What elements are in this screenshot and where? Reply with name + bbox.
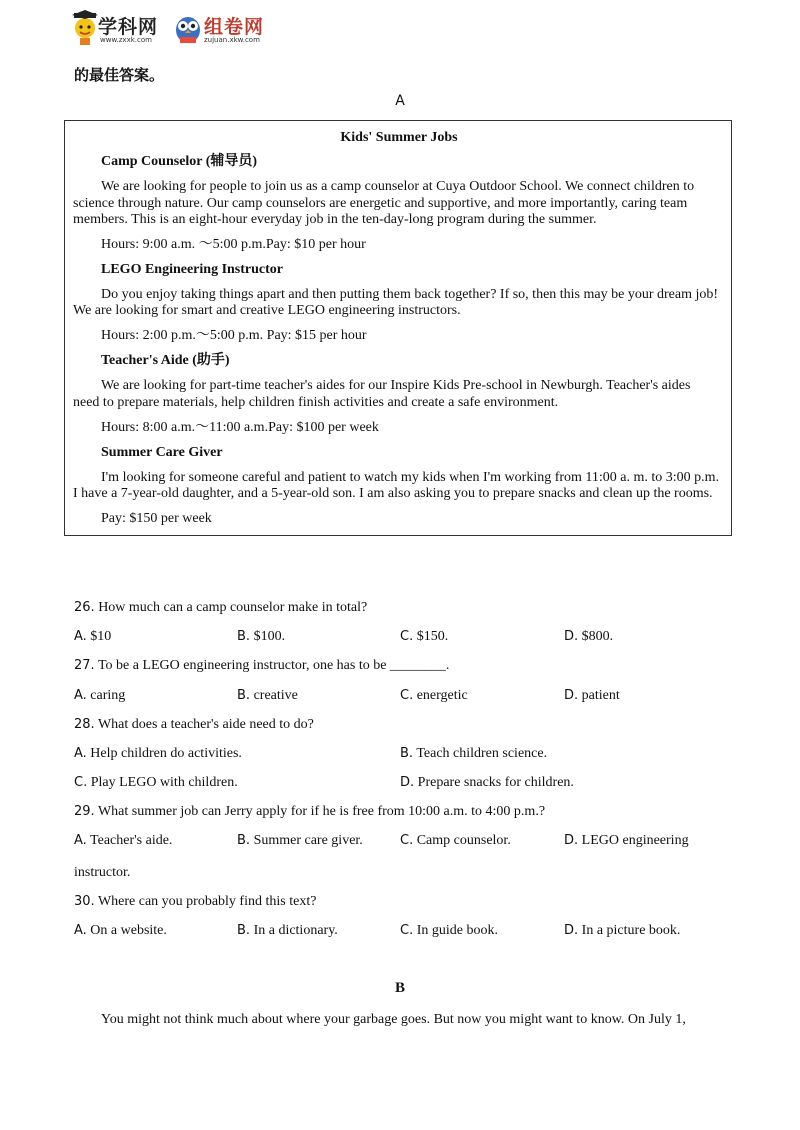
- option-text: Help children do activities.: [90, 746, 242, 761]
- option-label: C.: [400, 833, 414, 848]
- option-26d[interactable]: [564, 628, 613, 645]
- option-text: creative: [253, 688, 298, 703]
- option-text: patient: [581, 688, 620, 703]
- option-label: D.: [400, 775, 415, 790]
- option-label: C.: [400, 629, 414, 644]
- intro-text: 的最佳答案。: [74, 66, 165, 84]
- option-label: A.: [74, 688, 87, 703]
- job-line: We are looking for part-time teacher's aides for our Inspire Kids Pre-school in Newburgh. Teacher's aides: [101, 378, 691, 393]
- passage-box: [64, 120, 732, 536]
- zujuanwang-logo: [172, 10, 272, 46]
- option-text: On a website.: [90, 923, 167, 938]
- option-text: Summer care giver.: [253, 833, 363, 848]
- job-line: I'm looking for someone careful and patient to watch my kids when I'm working from 11:00 a. m. to 3:00 p.m.: [101, 470, 720, 485]
- option-27d[interactable]: [564, 687, 620, 704]
- option-text: energetic: [416, 688, 468, 703]
- section-a-label: A: [395, 93, 405, 109]
- option-29c[interactable]: [400, 832, 511, 849]
- logo1-title: 学科网: [98, 16, 159, 38]
- option-text: $800.: [581, 629, 614, 644]
- option-label: B.: [237, 833, 251, 848]
- option-30a[interactable]: [74, 922, 167, 939]
- option-text: LEGO engineering: [581, 833, 689, 848]
- job-pay: Pay: $150 per week: [101, 511, 212, 526]
- job-line: We are looking for smart and creative LEGO engineering instructors.: [73, 303, 461, 318]
- logo2-title: 组卷网: [204, 16, 265, 38]
- job-line: Do you enjoy taking things apart and then putting them back together? If so, then this may be your dream job!: [101, 287, 719, 302]
- question-text: What does a teacher's aide need to do?: [97, 717, 314, 732]
- question-text: What summer job can Jerry apply for if he is free from 10:00 a.m. to 4:00 p.m.?: [97, 804, 546, 819]
- job-pay: Hours: 8:00 a.m.～11:00 a.m.Pay: $100 per week: [101, 420, 379, 435]
- option-label: A.: [74, 833, 87, 848]
- question-text: Where can you probably find this text?: [97, 894, 317, 909]
- question-28: [74, 716, 314, 733]
- option-27b[interactable]: [237, 687, 298, 704]
- option-label: D.: [564, 833, 579, 848]
- section-b-paragraph: You might not think much about where your garbage goes. But now you might want to know. On July 1,: [101, 1012, 686, 1027]
- option-label: B.: [237, 629, 251, 644]
- xuekewang-logo: [70, 10, 165, 46]
- job-pay: Hours: 9:00 a.m. ～5:00 p.m.Pay: $10 per hour: [101, 237, 366, 252]
- section-b-label: B: [394, 980, 405, 996]
- option-29a[interactable]: [74, 832, 172, 849]
- question-number: 29.: [74, 804, 95, 819]
- job-line: We are looking for people to join us as a camp counselor at Cuya Outdoor School. We connect children to: [101, 179, 695, 194]
- question-number: 26.: [74, 600, 95, 615]
- option-text: In a picture book.: [581, 923, 681, 938]
- option-28a[interactable]: [74, 745, 242, 762]
- option-29b[interactable]: [237, 832, 363, 849]
- option-label: B.: [237, 688, 251, 703]
- option-text: $10: [90, 629, 112, 644]
- passage-title: Kids' Summer Jobs: [340, 130, 458, 145]
- option-text: caring: [90, 688, 126, 703]
- option-30c[interactable]: [400, 922, 498, 939]
- option-30d[interactable]: [564, 922, 680, 939]
- question-text: To be a LEGO engineering instructor, one has to be ________.: [97, 658, 450, 673]
- owl-mascot-icon: [172, 10, 204, 46]
- option-26b[interactable]: [237, 628, 285, 645]
- option-26c[interactable]: [400, 628, 448, 645]
- option-label: B.: [400, 746, 414, 761]
- job-pay: Hours: 2:00 p.m.～5:00 p.m. Pay: $15 per hour: [101, 328, 367, 343]
- job-heading: Summer Care Giver: [101, 445, 223, 460]
- option-30b[interactable]: [237, 922, 338, 939]
- logo2-url: zujuan.xkw.com: [204, 36, 260, 44]
- question-30: [74, 893, 316, 910]
- option-29d[interactable]: [564, 832, 689, 849]
- option-text: Prepare snacks for children.: [417, 775, 574, 790]
- mascot-icon: [70, 10, 100, 46]
- job-heading: Camp Counselor (辅导员): [101, 154, 258, 169]
- question-27: [74, 657, 449, 674]
- option-29d-continuation: instructor.: [74, 865, 131, 880]
- option-label: D.: [564, 923, 579, 938]
- option-28c[interactable]: [74, 774, 238, 791]
- option-label: C.: [400, 923, 414, 938]
- option-text: Teacher's aide.: [90, 833, 173, 848]
- option-28d[interactable]: [400, 774, 574, 791]
- question-number: 30.: [74, 894, 95, 909]
- option-label: D.: [564, 629, 579, 644]
- job-heading: LEGO Engineering Instructor: [101, 262, 284, 277]
- option-label: A.: [74, 746, 87, 761]
- option-label: C.: [74, 775, 88, 790]
- question-29: [74, 803, 545, 820]
- option-label: A.: [74, 923, 87, 938]
- option-text: In a dictionary.: [253, 923, 338, 938]
- job-heading: Teacher's Aide (助手): [101, 353, 230, 368]
- job-line: science through nature. Our camp counselors are energetic and supportive, and more importantly, caring team: [73, 196, 688, 211]
- option-label: A.: [74, 629, 87, 644]
- option-text: $150.: [416, 629, 449, 644]
- job-line: members. This is an eight-hour everyday job in the ten-day-long program during the summer.: [73, 212, 597, 227]
- option-28b[interactable]: [400, 745, 547, 762]
- option-text: Teach children science.: [416, 746, 548, 761]
- question-number: 28.: [74, 717, 95, 732]
- option-text: Camp counselor.: [416, 833, 511, 848]
- option-text: Play LEGO with children.: [90, 775, 238, 790]
- question-number: 27.: [74, 658, 95, 673]
- job-line: I have a 7-year-old daughter, and a 5-year-old son. I am also asking you to prepare snacks and clean up the rooms.: [73, 486, 713, 501]
- option-label: C.: [400, 688, 414, 703]
- option-26a[interactable]: [74, 628, 111, 645]
- question-text: How much can a camp counselor make in total?: [98, 600, 368, 615]
- option-27c[interactable]: [400, 687, 468, 704]
- option-text: $100.: [253, 629, 286, 644]
- option-label: B.: [237, 923, 251, 938]
- option-27a[interactable]: [74, 687, 125, 704]
- option-label: D.: [564, 688, 579, 703]
- question-26: [74, 599, 367, 616]
- job-line: need to prepare materials, help children finish activities and create a safe environment.: [73, 395, 559, 410]
- logo1-url: www.zxxk.com: [100, 36, 152, 44]
- option-text: In guide book.: [416, 923, 498, 938]
